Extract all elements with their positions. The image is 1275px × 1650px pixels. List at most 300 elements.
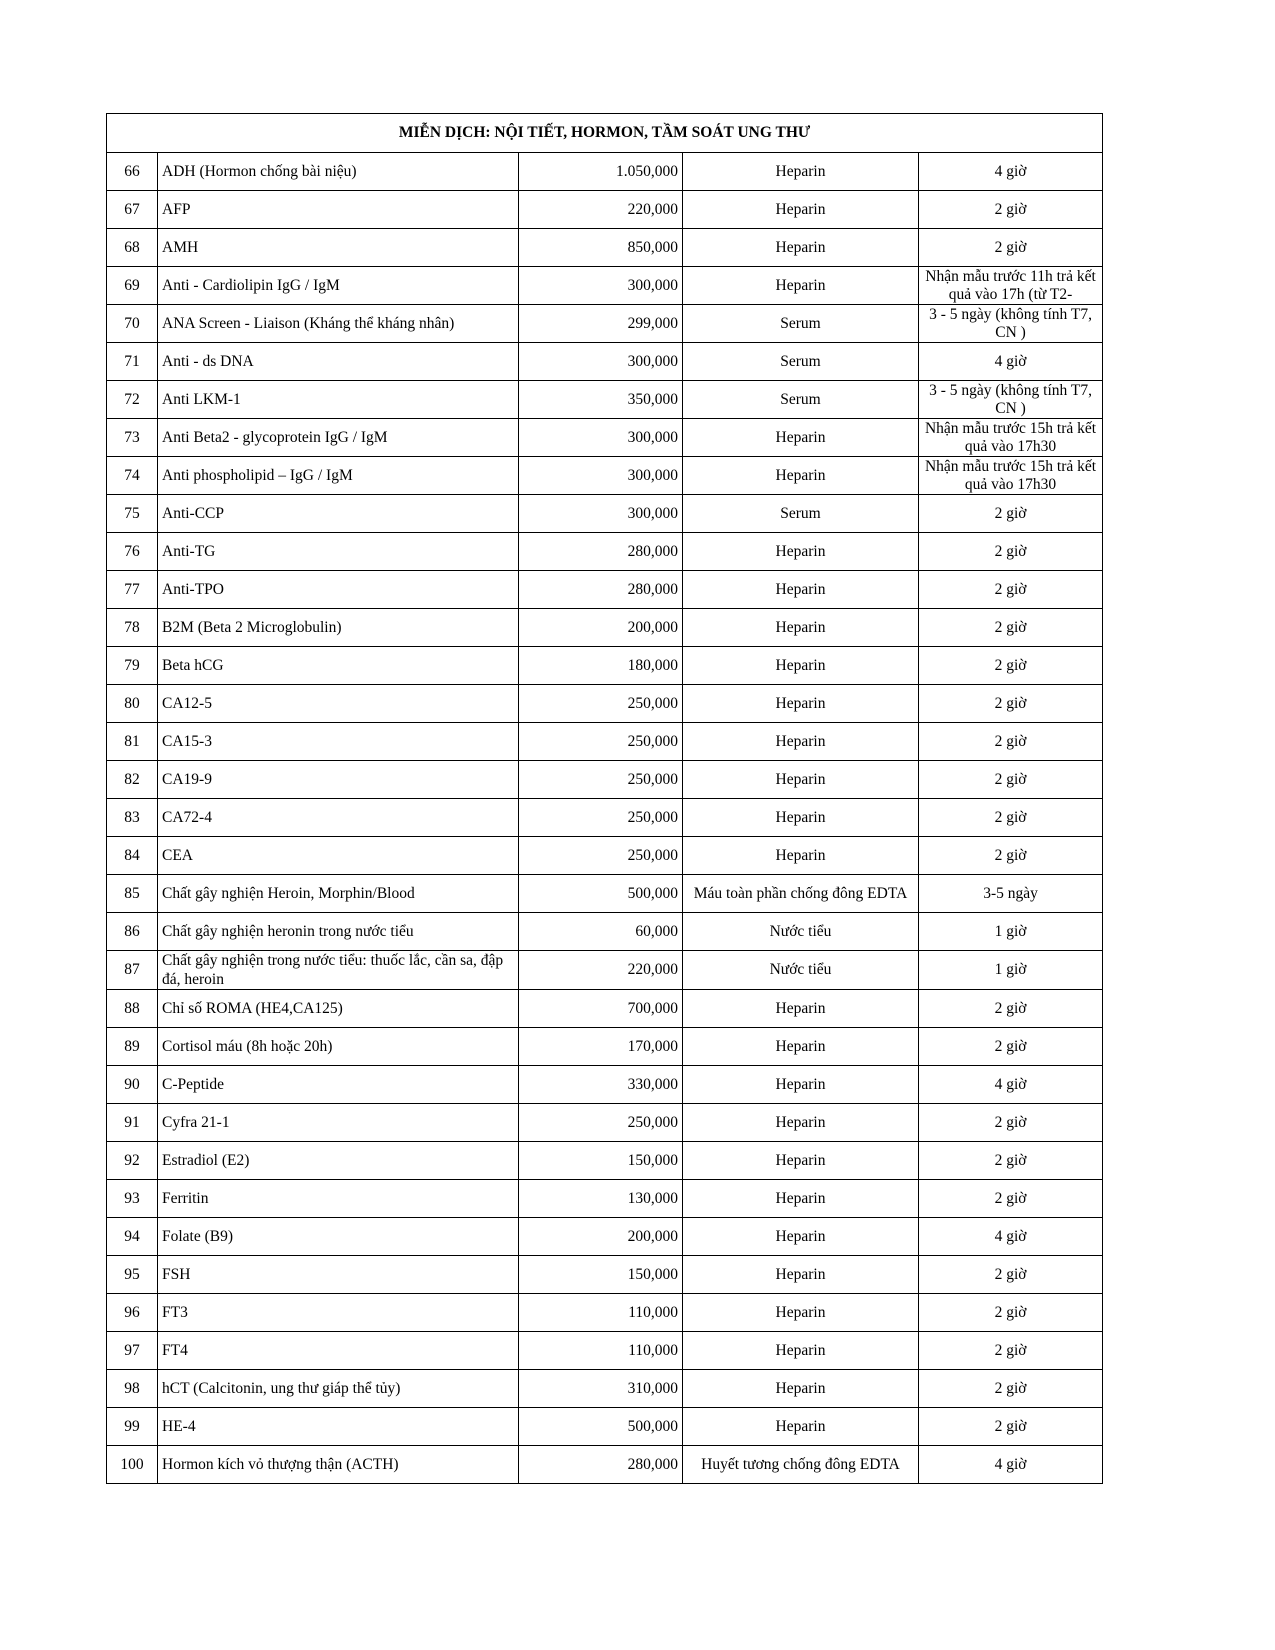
- table-row: [107, 913, 1103, 951]
- test-name-text: AFP: [162, 201, 191, 218]
- test-name-text: C-Peptide: [162, 1076, 224, 1093]
- turnaround-time: [919, 1294, 1103, 1332]
- test-name-text: Anti - ds DNA: [162, 353, 254, 370]
- row-number: [107, 1066, 158, 1104]
- turnaround-time: [919, 1066, 1103, 1104]
- test-price: [519, 1370, 683, 1408]
- row-number-text: 83: [124, 808, 140, 826]
- row-number-text: 76: [124, 542, 140, 560]
- table-row: [107, 1370, 1103, 1408]
- test-name-text: Anti - Cardiolipin IgG / IgM: [162, 277, 340, 294]
- test-price: [519, 419, 683, 457]
- test-name: [158, 1408, 519, 1446]
- test-name-text: Estradiol (E2): [162, 1152, 250, 1169]
- test-price: [519, 1180, 683, 1218]
- row-number: [107, 1256, 158, 1294]
- test-name: [158, 1218, 519, 1256]
- turnaround-time: [919, 1408, 1103, 1446]
- sample-type: [683, 685, 919, 723]
- test-price: [519, 305, 683, 343]
- test-name: [158, 609, 519, 647]
- test-name: [158, 1180, 519, 1218]
- sample-type-text: Heparin: [775, 770, 826, 788]
- test-name-text: ADH (Hormon chống bài niệu): [162, 163, 357, 180]
- row-number: [107, 495, 158, 533]
- turnaround-time-text: 2 giờ: [994, 1113, 1027, 1131]
- sample-type: [683, 191, 919, 229]
- sample-type-text: Heparin: [775, 1417, 826, 1435]
- table-row: [107, 191, 1103, 229]
- test-price: [519, 799, 683, 837]
- test-name-text: Beta hCG: [162, 657, 224, 674]
- test-price: [519, 1446, 683, 1484]
- table-row: [107, 951, 1103, 990]
- price-table: [106, 113, 1103, 1484]
- table-row: [107, 1446, 1103, 1484]
- row-number: [107, 799, 158, 837]
- sample-type: [683, 761, 919, 799]
- sample-type-text: Heparin: [775, 580, 826, 598]
- row-number-text: 84: [124, 846, 140, 864]
- sample-type-text: Heparin: [775, 238, 826, 256]
- row-number: [107, 837, 158, 875]
- test-name: [158, 1370, 519, 1408]
- test-name: [158, 533, 519, 571]
- row-number-text: 77: [124, 580, 140, 598]
- test-name: [158, 799, 519, 837]
- test-name-text: Chất gây nghiện heronin trong nước tiểu: [162, 923, 414, 940]
- test-price: [519, 1256, 683, 1294]
- turnaround-time: [919, 913, 1103, 951]
- test-name-text: Chất gây nghiện Heroin, Morphin/Blood: [162, 885, 415, 902]
- row-number-text: 96: [124, 1303, 140, 1321]
- table-row: [107, 1104, 1103, 1142]
- row-number: [107, 761, 158, 799]
- sample-type-text: Máu toàn phần chống đông EDTA: [693, 884, 908, 902]
- test-name-text: Anti phospholipid – IgG / IgM: [162, 467, 353, 484]
- row-number-text: 92: [124, 1151, 140, 1169]
- test-price: [519, 1294, 683, 1332]
- turnaround-time: [919, 153, 1103, 191]
- test-price-text: 330,000: [627, 1075, 678, 1093]
- turnaround-time: [919, 761, 1103, 799]
- turnaround-time-text: 2 giờ: [994, 1037, 1027, 1055]
- test-price-text: 350,000: [627, 390, 678, 408]
- sample-type-text: Serum: [780, 504, 821, 522]
- test-name: [158, 1256, 519, 1294]
- row-number-text: 75: [124, 504, 140, 522]
- row-number: [107, 1028, 158, 1066]
- row-number-text: 69: [124, 276, 140, 294]
- turnaround-time-text: Nhận mẫu trước 15h trả kết quả vào 17h30: [924, 419, 1097, 455]
- turnaround-time: [919, 267, 1103, 305]
- sample-type: [683, 723, 919, 761]
- test-price-text: 110,000: [628, 1341, 678, 1359]
- sample-type-text: Heparin: [775, 1227, 826, 1245]
- test-name-text: CA19-9: [162, 771, 212, 788]
- turnaround-time-text: 2 giờ: [994, 238, 1027, 256]
- test-name: [158, 837, 519, 875]
- test-name: [158, 191, 519, 229]
- sample-type: [683, 267, 919, 305]
- sample-type: [683, 229, 919, 267]
- test-name: [158, 381, 519, 419]
- sample-type-text: Nước tiểu: [769, 922, 832, 940]
- test-name-text: Anti-TPO: [162, 581, 224, 598]
- turnaround-time: [919, 1332, 1103, 1370]
- row-number-text: 74: [124, 466, 140, 484]
- test-price-text: 850,000: [627, 238, 678, 256]
- test-name: [158, 1028, 519, 1066]
- sample-type: [683, 495, 919, 533]
- row-number-text: 79: [124, 656, 140, 674]
- table-row: [107, 343, 1103, 381]
- turnaround-time-text: 2 giờ: [994, 1341, 1027, 1359]
- sample-type: [683, 1408, 919, 1446]
- row-number: [107, 153, 158, 191]
- table-row: [107, 1408, 1103, 1446]
- row-number-text: 70: [124, 314, 140, 332]
- test-name-text: Anti LKM-1: [162, 391, 241, 408]
- sample-type-text: Heparin: [775, 846, 826, 864]
- row-number: [107, 1142, 158, 1180]
- sample-type-text: Heparin: [775, 808, 826, 826]
- table-row: [107, 799, 1103, 837]
- sample-type: [683, 1028, 919, 1066]
- table-row: [107, 153, 1103, 191]
- row-number: [107, 305, 158, 343]
- test-price-text: 200,000: [627, 618, 678, 636]
- test-name: [158, 267, 519, 305]
- test-price: [519, 913, 683, 951]
- turnaround-time-text: 2 giờ: [994, 999, 1027, 1017]
- row-number-text: 85: [124, 884, 140, 902]
- sample-type-text: Heparin: [775, 999, 826, 1017]
- test-name: [158, 419, 519, 457]
- test-price: [519, 875, 683, 913]
- turnaround-time: [919, 419, 1103, 457]
- test-name: [158, 1142, 519, 1180]
- test-price-text: 250,000: [627, 732, 678, 750]
- sample-type-text: Heparin: [775, 276, 826, 294]
- row-number: [107, 1294, 158, 1332]
- test-price: [519, 723, 683, 761]
- test-name: [158, 1294, 519, 1332]
- row-number: [107, 343, 158, 381]
- turnaround-time-text: 4 giờ: [994, 352, 1027, 370]
- turnaround-time-text: 4 giờ: [994, 162, 1027, 180]
- test-name: [158, 685, 519, 723]
- sample-type: [683, 1180, 919, 1218]
- test-price-text: 200,000: [627, 1227, 678, 1245]
- row-number-text: 82: [124, 770, 140, 788]
- turnaround-time-text: 3 - 5 ngày (không tính T7, CN ): [929, 305, 1092, 341]
- sample-type: [683, 951, 919, 990]
- turnaround-time: [919, 1218, 1103, 1256]
- table-row: [107, 1066, 1103, 1104]
- sample-type: [683, 343, 919, 381]
- turnaround-time: [919, 571, 1103, 609]
- test-price: [519, 647, 683, 685]
- turnaround-time: [919, 990, 1103, 1028]
- row-number-text: 86: [124, 922, 140, 940]
- row-number-text: 98: [124, 1379, 140, 1397]
- sample-type-text: Heparin: [775, 1303, 826, 1321]
- test-price: [519, 951, 683, 990]
- table-row: [107, 685, 1103, 723]
- turnaround-time-text: Nhận mẫu trước 11h trả kết quả vào 17h (từ T2-: [925, 267, 1096, 303]
- table-row: [107, 495, 1103, 533]
- sample-type: [683, 381, 919, 419]
- test-price-text: 220,000: [627, 961, 678, 978]
- turnaround-time: [919, 381, 1103, 419]
- test-name-text: AMH: [162, 239, 199, 256]
- row-number-text: 99: [124, 1417, 140, 1435]
- sample-type-text: Heparin: [775, 1075, 826, 1093]
- row-number-text: 91: [124, 1113, 140, 1131]
- test-name-text: B2M (Beta 2 Microglobulin): [162, 619, 342, 636]
- turnaround-time: [919, 1028, 1103, 1066]
- sample-type-text: Heparin: [775, 466, 826, 484]
- test-name-text: Cyfra 21-1: [162, 1114, 230, 1131]
- sample-type: [683, 419, 919, 457]
- test-name: [158, 990, 519, 1028]
- sample-type-text: Heparin: [775, 162, 826, 180]
- row-number-text: 89: [124, 1037, 140, 1055]
- sample-type: [683, 609, 919, 647]
- test-name: [158, 875, 519, 913]
- test-price: [519, 1104, 683, 1142]
- test-price-text: 180,000: [627, 656, 678, 674]
- test-price: [519, 761, 683, 799]
- test-name-text: CA15-3: [162, 733, 212, 750]
- turnaround-time-text: 2 giờ: [994, 1303, 1027, 1321]
- sample-type: [683, 1256, 919, 1294]
- sample-type: [683, 1142, 919, 1180]
- sample-type: [683, 1332, 919, 1370]
- sample-type-text: Heparin: [775, 618, 826, 636]
- turnaround-time-text: 4 giờ: [994, 1075, 1027, 1093]
- row-number-text: 68: [124, 238, 140, 256]
- test-price: [519, 343, 683, 381]
- row-number: [107, 1408, 158, 1446]
- sample-type: [683, 837, 919, 875]
- test-price-text: 300,000: [627, 276, 678, 294]
- turnaround-time: [919, 799, 1103, 837]
- row-number: [107, 191, 158, 229]
- row-number: [107, 1332, 158, 1370]
- row-number-text: 94: [124, 1227, 140, 1245]
- turnaround-time-text: 2 giờ: [994, 770, 1027, 788]
- test-name-text: FT4: [162, 1342, 188, 1359]
- sample-type-text: Heparin: [775, 694, 826, 712]
- sample-type-text: Huyết tương chống đông EDTA: [701, 1455, 900, 1473]
- test-price: [519, 153, 683, 191]
- sample-type-text: Heparin: [775, 1265, 826, 1283]
- turnaround-time-text: 2 giờ: [994, 1265, 1027, 1283]
- row-number-text: 72: [124, 390, 140, 408]
- turnaround-time-text: Nhận mẫu trước 15h trả kết quả vào 17h30: [924, 457, 1097, 493]
- test-price: [519, 1066, 683, 1104]
- row-number: [107, 913, 158, 951]
- test-name-text: CA72-4: [162, 809, 212, 826]
- turnaround-time-text: 2 giờ: [994, 656, 1027, 674]
- test-price-text: 250,000: [627, 808, 678, 826]
- turnaround-time-text: 2 giờ: [994, 732, 1027, 750]
- test-name-text: ANA Screen - Liaison (Kháng thể kháng nhân): [162, 315, 455, 332]
- sample-type-text: Heparin: [775, 1151, 826, 1169]
- test-price: [519, 457, 683, 495]
- sample-type: [683, 799, 919, 837]
- sample-type: [683, 1218, 919, 1256]
- turnaround-time: [919, 457, 1103, 495]
- sample-type: [683, 1446, 919, 1484]
- row-number-text: 95: [124, 1265, 140, 1283]
- turnaround-time: [919, 191, 1103, 229]
- row-number: [107, 419, 158, 457]
- sample-type: [683, 1370, 919, 1408]
- turnaround-time-text: 1 giờ: [994, 922, 1027, 940]
- test-name-text: FSH: [162, 1266, 191, 1283]
- row-number-text: 71: [124, 352, 140, 370]
- turnaround-time: [919, 305, 1103, 343]
- sample-type-text: Heparin: [775, 1113, 826, 1131]
- test-price-text: 300,000: [627, 428, 678, 446]
- test-name-text: Chỉ số ROMA (HE4,CA125): [162, 1000, 343, 1017]
- turnaround-time-text: 2 giờ: [994, 200, 1027, 218]
- test-price: [519, 267, 683, 305]
- turnaround-time: [919, 229, 1103, 267]
- test-price-text: 110,000: [628, 1303, 678, 1321]
- row-number: [107, 1218, 158, 1256]
- turnaround-time: [919, 685, 1103, 723]
- sample-type: [683, 305, 919, 343]
- table-row: [107, 1028, 1103, 1066]
- test-price-text: 500,000: [627, 1417, 678, 1435]
- test-price: [519, 191, 683, 229]
- sample-type: [683, 647, 919, 685]
- turnaround-time-text: 2 giờ: [994, 846, 1027, 864]
- test-name: [158, 1446, 519, 1484]
- test-name-text: FT3: [162, 1304, 188, 1321]
- test-price: [519, 609, 683, 647]
- sample-type-text: Heparin: [775, 656, 826, 674]
- test-name: [158, 723, 519, 761]
- table-row: [107, 1332, 1103, 1370]
- test-price: [519, 533, 683, 571]
- test-name: [158, 1332, 519, 1370]
- test-price-text: 250,000: [627, 846, 678, 864]
- turnaround-time: [919, 1180, 1103, 1218]
- turnaround-time: [919, 723, 1103, 761]
- test-name: [158, 1104, 519, 1142]
- turnaround-time-text: 2 giờ: [994, 618, 1027, 636]
- row-number: [107, 647, 158, 685]
- turnaround-time: [919, 647, 1103, 685]
- table-row: [107, 229, 1103, 267]
- test-price-text: 130,000: [627, 1189, 678, 1207]
- turnaround-time-text: 2 giờ: [994, 1189, 1027, 1207]
- test-price-text: 300,000: [627, 466, 678, 484]
- test-price: [519, 229, 683, 267]
- sample-type-text: Heparin: [775, 1037, 826, 1055]
- test-name: [158, 1066, 519, 1104]
- row-number: [107, 685, 158, 723]
- test-price: [519, 1028, 683, 1066]
- table-row: [107, 571, 1103, 609]
- table-row: [107, 837, 1103, 875]
- test-price: [519, 571, 683, 609]
- turnaround-time-text: 3-5 ngày: [983, 884, 1038, 902]
- sample-type: [683, 990, 919, 1028]
- sample-type-text: Heparin: [775, 428, 826, 446]
- turnaround-time: [919, 875, 1103, 913]
- test-price: [519, 837, 683, 875]
- test-name-text: HE-4: [162, 1418, 196, 1435]
- test-price-text: 170,000: [627, 1037, 678, 1055]
- turnaround-time-text: 2 giờ: [994, 1379, 1027, 1397]
- test-name-text: Ferritin: [162, 1190, 209, 1207]
- row-number-text: 90: [124, 1075, 140, 1093]
- test-name-text: hCT (Calcitonin, ung thư giáp thể tủy): [162, 1380, 401, 1397]
- row-number-text: 93: [124, 1189, 140, 1207]
- sample-type-text: Serum: [780, 352, 821, 370]
- test-name-text: Chất gây nghiện trong nước tiểu: thuốc lắc, cần sa, đập đá, heroin: [162, 952, 504, 988]
- test-price-text: 280,000: [627, 1455, 678, 1473]
- sample-type-text: Heparin: [775, 542, 826, 560]
- turnaround-time-text: 3 - 5 ngày (không tính T7, CN ): [929, 381, 1092, 417]
- turnaround-time-text: 2 giờ: [994, 504, 1027, 522]
- table-row: [107, 761, 1103, 799]
- turnaround-time-text: 2 giờ: [994, 808, 1027, 826]
- turnaround-time-text: 2 giờ: [994, 1417, 1027, 1435]
- test-price: [519, 1142, 683, 1180]
- table-row: [107, 381, 1103, 419]
- row-number-text: 73: [124, 428, 140, 446]
- sample-type: [683, 153, 919, 191]
- sample-type: [683, 913, 919, 951]
- test-name-text: Anti-CCP: [162, 505, 225, 522]
- test-name: [158, 913, 519, 951]
- section-header-row: [107, 114, 1103, 153]
- turnaround-time: [919, 343, 1103, 381]
- test-price: [519, 495, 683, 533]
- test-name: [158, 343, 519, 381]
- test-name-text: Anti-TG: [162, 543, 216, 560]
- test-price-text: 700,000: [627, 999, 678, 1017]
- row-number: [107, 229, 158, 267]
- test-name: [158, 229, 519, 267]
- turnaround-time-text: 4 giờ: [994, 1455, 1027, 1473]
- sample-type-text: Heparin: [775, 1189, 826, 1207]
- test-price-text: 250,000: [627, 770, 678, 788]
- row-number-text: 87: [124, 961, 140, 978]
- test-price-text: 500,000: [627, 884, 678, 902]
- test-name: [158, 761, 519, 799]
- turnaround-time-text: 2 giờ: [994, 580, 1027, 598]
- table-row: [107, 609, 1103, 647]
- sample-type: [683, 1066, 919, 1104]
- sample-type: [683, 1104, 919, 1142]
- turnaround-time: [919, 533, 1103, 571]
- row-number: [107, 609, 158, 647]
- test-price: [519, 685, 683, 723]
- turnaround-time: [919, 1446, 1103, 1484]
- test-price-text: 300,000: [627, 504, 678, 522]
- row-number: [107, 1446, 158, 1484]
- sample-type: [683, 571, 919, 609]
- table-row: [107, 875, 1103, 913]
